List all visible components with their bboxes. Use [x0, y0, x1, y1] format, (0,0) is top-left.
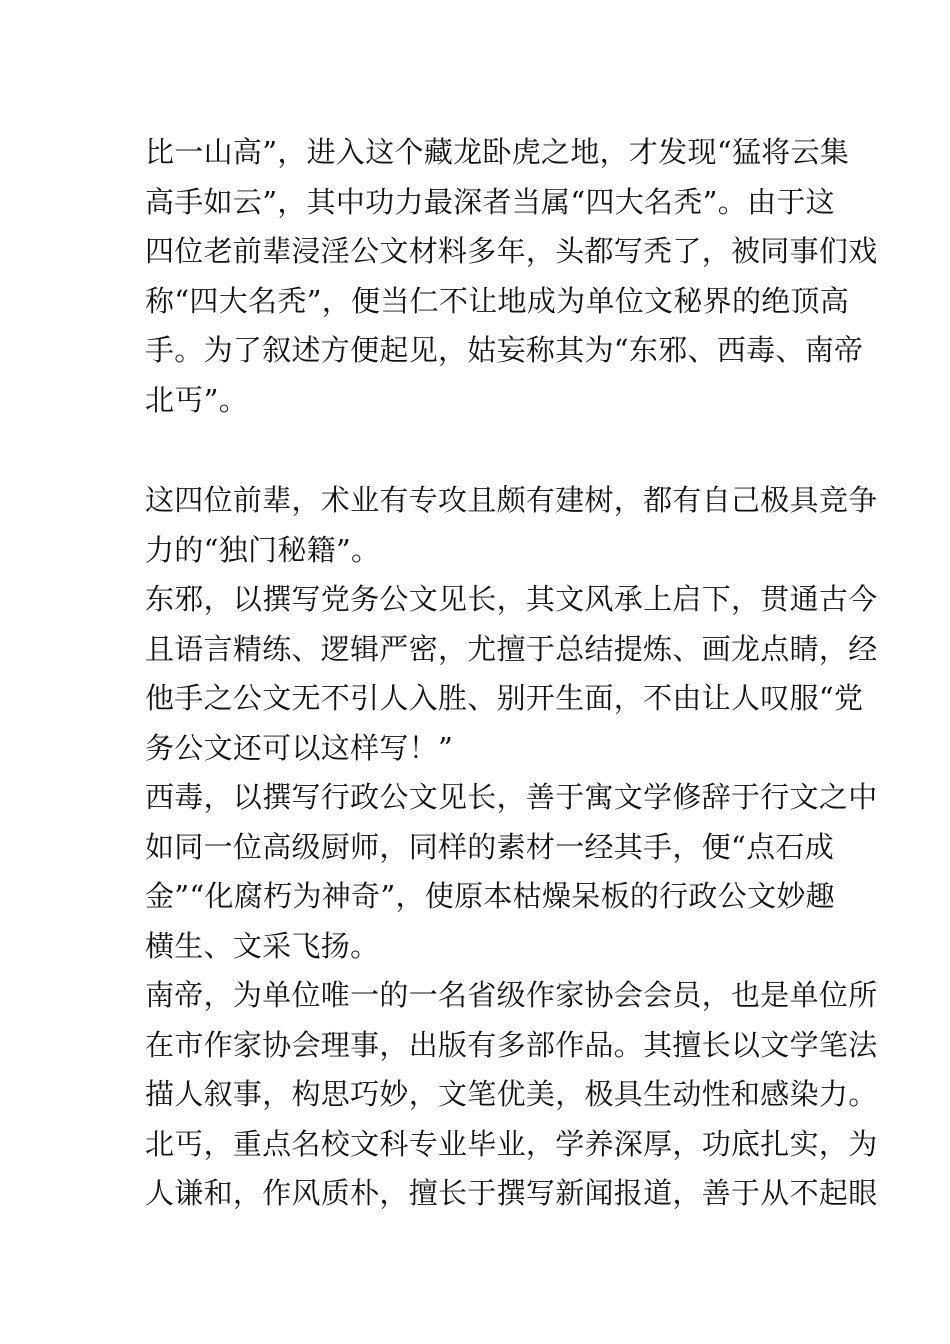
text-line: 如同一位高级厨师，同样的素材一经其手，便“点石成	[145, 829, 835, 864]
text-line: 横生、文采飞扬。	[145, 928, 380, 963]
text-line: 在市作家协会理事，出版有多部作品。其擅长以文学笔法	[145, 1027, 878, 1062]
text-line: 北丐”。	[145, 382, 249, 417]
text-line: 东邪，以撰写党务公文见长，其文风承上启下，贯通古今	[145, 582, 878, 616]
text-line: 南帝，为单位唯一的一名省级作家协会会员，也是单位所	[145, 978, 878, 1012]
text-line: 务公文还可以这样写！”	[145, 730, 454, 765]
text-line: 高手如云”，其中功力最深者当属“四大名秃”。由于这	[145, 184, 835, 219]
text-line: 称“四大名秃”，便当仁不让地成为单位文秘界的绝顶高	[145, 283, 850, 318]
text-line: 这四位前辈，术业有专攻且颇有建树，都有自己极具竞争	[145, 483, 878, 517]
text-line: 力的“独门秘籍”。	[145, 532, 381, 567]
text-line: 人谦和，作风质朴，擅长于撰写新闻报道，善于从不起眼	[145, 1176, 878, 1210]
text-line: 四位老前辈浸淫公文材料多年，头都写秃了，被同事们戏	[145, 234, 878, 268]
text-line: 北丐，重点名校文科专业毕业，学养深厚，功底扎实，为	[145, 1126, 878, 1161]
text-line: 西毒，以撰写行政公文见长，善于寓文学修辞于行文之中	[145, 780, 878, 814]
text-line: 他手之公文无不引人入胜、别开生面，不由让人叹服“党	[145, 681, 864, 715]
text-line: 描人叙事，构思巧妙，文笔优美，极具生动性和感染力。	[145, 1077, 878, 1111]
text-line: 且语言精练、逻辑严密，尤擅于总结提炼、画龙点睛，经	[145, 631, 878, 666]
text-line: 手。为了叙述方便起见，姑妄称其为“东邪、西毒、南帝	[145, 333, 864, 367]
paragraph-four-masters-skills	[145, 476, 878, 1219]
text-line: 金”“化腐朽为神奇”，使原本枯燥呆板的行政公文妙趣	[145, 879, 835, 913]
paragraph-four-masters-intro	[145, 128, 878, 425]
text-line: 比一山高”，进入这个藏龙卧虎之地，才发现“猛将云集	[145, 135, 850, 169]
